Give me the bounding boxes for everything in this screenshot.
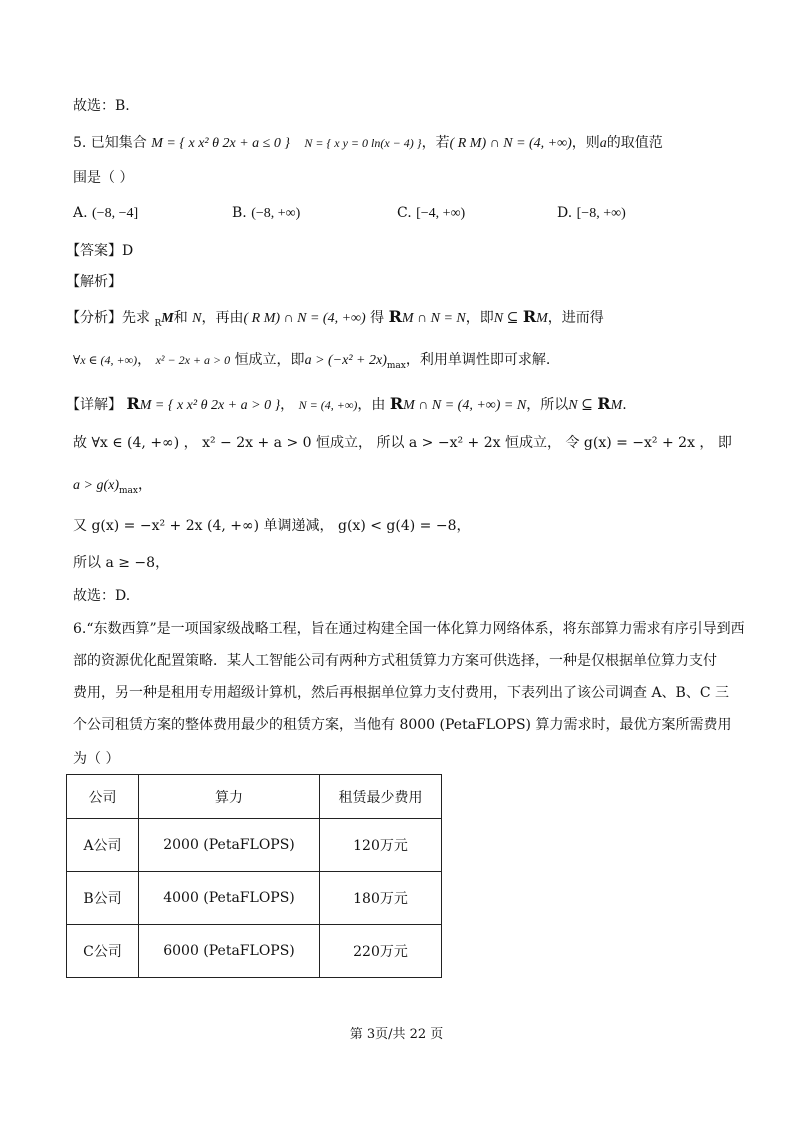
detail-line-2: 故 ∀x ∈ (4, +∞) ， x² − 2x + a > 0 恒成立， 所以 a > −x² + 2x 恒成立， 令 g(x) = −x² + 2x ， 即 [73, 435, 732, 451]
table-header-row [67, 775, 442, 819]
question-6-line-2: 部的资源优化配置策略．某人工智能公司有两种方式租赁算力方案可供选择，一种是仅根据单位算力支付 [73, 653, 717, 669]
table-cell: 4000 (PetaFLOPS) [139, 872, 320, 925]
detail-line-1: 【详解】 RM = { x x² θ 2x + a > 0 }， N = (4, +∞)，由 RM ∩ N = (4, +∞) = N，所以N ⊆ RM. [66, 394, 627, 413]
option-c: C. [−4, +∞) [397, 205, 466, 221]
condition-expression: ( R M) ∩ N = (4, +∞) [449, 136, 572, 151]
answer-line: 【答案】D [66, 243, 134, 259]
analysis-line-2: ∀x ∈ (4, +∞)， x² − 2x + a > 0 恒成立，即$a > (-x^2 + 2x)_{max}$，利用单调性即可求解. [73, 352, 551, 371]
header-min-cost: 租赁最少费用 [320, 775, 442, 819]
table-cell: C公司 [67, 925, 139, 978]
table-cell: 220万元 [320, 925, 442, 978]
analysis-heading: 【解析】 [66, 274, 122, 290]
set-M-definition: M = { x x² θ 2x + a ≤ 0 } [151, 136, 290, 151]
question-6-line-1: 6.“东数西算”是一项国家级战略工程，旨在通过构建全国一体化算力网络体系，将东部算力需求有序引导到西 [73, 621, 745, 637]
set-N-definition: N = { x y = 0 ln(x − 4) } [304, 136, 422, 150]
question-5-stem-cont: 围是（ ） [73, 170, 134, 186]
detail-line-4: 又 g(x) = −x² + 2x (4, +∞) 单调递减， g(x) < g(4) = −8， [73, 518, 471, 534]
page-footer: 第 3页/共 22 页 [349, 1027, 444, 1042]
table-row [67, 872, 442, 925]
option-a: A. (−8, −4] [73, 205, 139, 221]
table-row [67, 925, 442, 978]
header-compute: 算力 [139, 775, 320, 819]
header-company: 公司 [67, 775, 139, 819]
table-cell: 2000 (PetaFLOPS) [139, 819, 320, 872]
question-5-stem: 5. 已知集合 M = { x x² θ 2x + a ≤ 0 } N = { x y = 0 ln(x − 4) }，若( R M) ∩ N = (4, +∞)，则a的取值范 [73, 135, 663, 151]
question-6-line-3: 费用，另一种是租用专用超级计算机，然后再根据单位算力支付费用，下表列出了该公司调查 A、B、C 三 [73, 685, 730, 701]
table-row [67, 819, 442, 872]
question-6-line-4: 个公司租赁方案的整体费用最少的租赁方案，当他有 8000 (PetaFLOPS) 算力需求时，最优方案所需费用 [73, 717, 732, 733]
detail-line-5: 所以 a ≥ −8， [73, 555, 170, 571]
table-cell: 180万元 [320, 872, 442, 925]
table-cell: B公司 [67, 872, 139, 925]
analysis-line-1: 【分析】先求 $_R$M和 N，再由( R M) ∩ N = (4, +∞) 得 RM ∩ N = N，即N ⊆ RM，进而得 [66, 307, 604, 329]
detail-line-6: 故选：D. [73, 588, 131, 604]
table-cell: 120万元 [320, 819, 442, 872]
rental-table [66, 774, 442, 978]
option-b: B. (−8, +∞) [232, 205, 301, 221]
table-cell: A公司 [67, 819, 139, 872]
detail-line-3: $a > g(x)_{max}$， [73, 477, 152, 496]
prev-answer-line: 故选：B. [73, 98, 130, 114]
option-d: D. [−8, +∞) [557, 205, 626, 221]
table-cell: 6000 (PetaFLOPS) [139, 925, 320, 978]
question-6-line-5: 为（ ） [73, 751, 120, 767]
